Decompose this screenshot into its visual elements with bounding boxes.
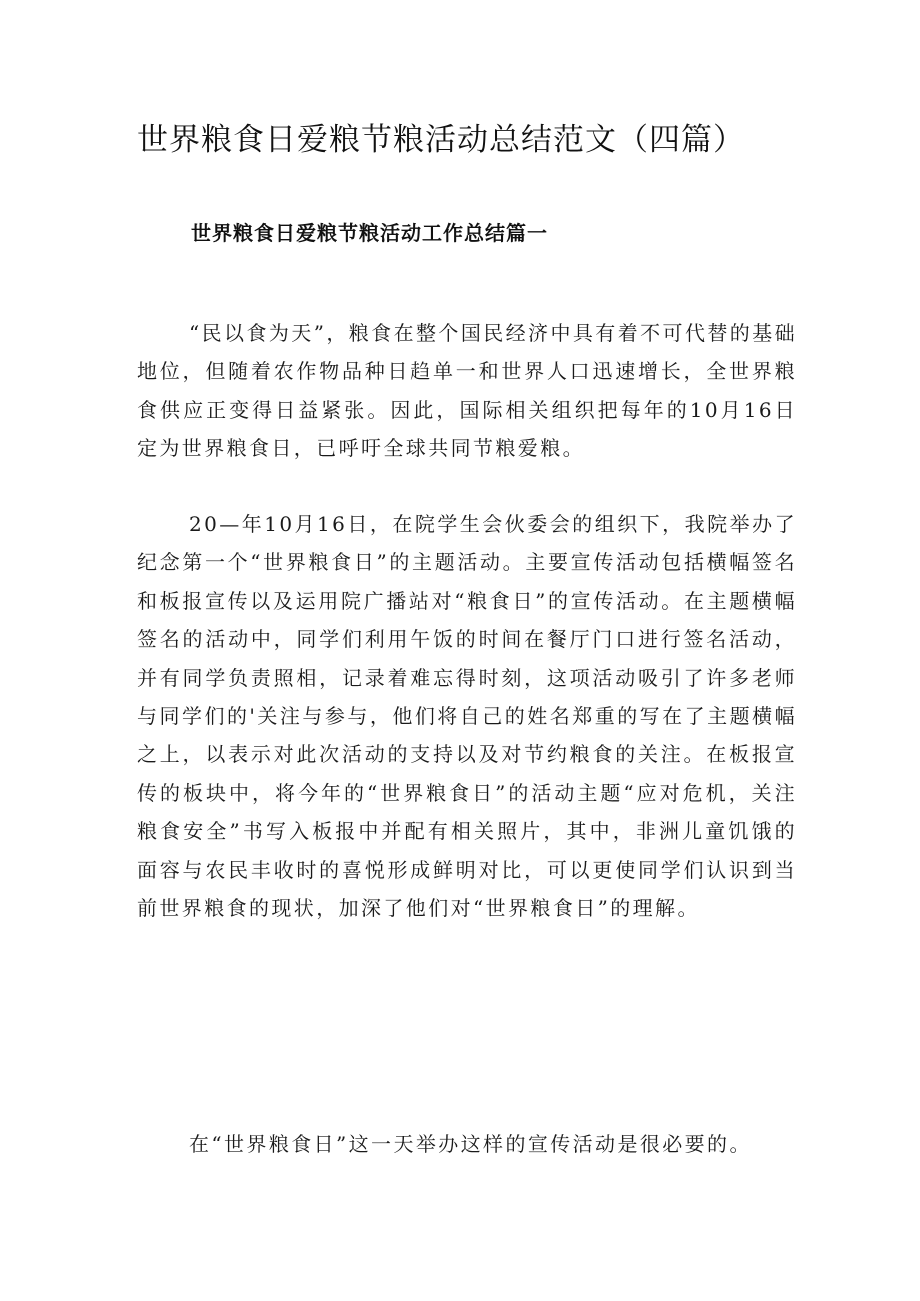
paragraph-3: 在“世界粮食日”这一天举办这样的宣传活动是很必要的。: [189, 1132, 752, 1156]
section-heading: 世界粮食日爱粮节粮活动工作总结篇一: [191, 221, 548, 245]
paragraph-1: “民以食为天”，粮食在整个国民经济中具有着不可代替的基础地位，但随着农作物品种日趋单一和世界人口迅速增长，全世界粮食供应正变得日益紧张。因此，国际相关组织把每年的10月16日定为世界粮食日，已呼吁全球共同节粮爱粮。: [137, 321, 797, 461]
document-title: 世界粮食日爱粮节粮活动总结范文（四篇）: [137, 122, 745, 158]
paragraph-2: 20—年10月16日，在院学生会伙委会的组织下，我院举办了纪念第一个“世界粮食日”的主题活动。主要宣传活动包括横幅签名和板报宣传以及运用院广播站对“粮食日”的宣传活动。在主题横幅签名的活动中，同学们利用午饭的时间在餐厅门口进行签名活动，并有同学负责照相，记录着难忘得时刻，这项活动吸引了许多老师与同学们的'关注与参与，他们将自己的姓名郑重的写在了主题横幅之上，以表示对此次活动的支持以及对节约粮食的关注。在板报宣传的板块中，将今年的“世界粮食日”的活动主题“应对危机，关注粮食安全”书写入板报中并配有相关照片，其中，非洲儿童饥饿的面容与农民丰收时的喜悦形成鲜明对比，可以更使同学们认识到当前世界粮食的现状，加深了他们对“世界粮食日”的理解。: [137, 512, 797, 921]
